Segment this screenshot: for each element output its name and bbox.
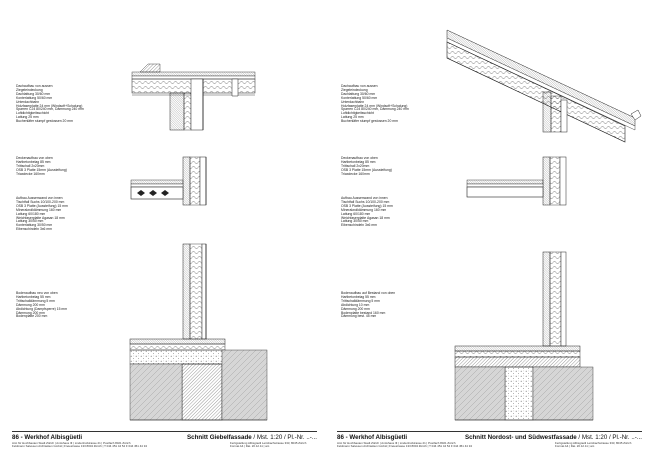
drawing-scale: / Mst. 1:20 / Pl.-Nr. ..-... <box>251 434 317 441</box>
project-title: 86 - Werkhof Albisgüetli <box>12 434 83 441</box>
spec-line: Abdichtung (Dampfsperre) 15 mm <box>16 306 68 311</box>
roof-spec-text <box>341 85 409 124</box>
drawing-title <box>187 434 317 441</box>
pitched-roof-detail <box>447 30 641 142</box>
footer-line: Format A4 | Dat. 20.12.11 | arc. <box>555 444 596 449</box>
wall-floor-detail-right <box>455 252 593 420</box>
spec-line: Lattung 25 mm <box>16 115 39 120</box>
spec-line: Triaxdecke 160mm <box>16 171 45 176</box>
spec-line: Dachlattung 30/60 mm <box>341 91 376 96</box>
spec-line: Dachlattung 30/60 mm <box>16 91 51 96</box>
spec-line: Ziegeleindeckung <box>341 87 368 92</box>
spec-line: OSB 3 Platte 15mm (Aussteifung) <box>16 167 67 172</box>
spec-line: Sparren C24 80/240 mm, Dämmung 240 mm <box>16 107 84 112</box>
footer-left <box>12 442 147 449</box>
spec-line: Abdichtung 10 mm <box>341 302 370 307</box>
footer-line: Amt für Hochbauten Stadt Zürich | Amtshaus III | Lindenhofstrasse 21 | Postfach 8021 Zürich <box>337 441 456 445</box>
footer-line: Feldmann Salvesen Architekten GmbH | Freiestrasse 133 8004 Zürich | T 044 451 44 54 F 044 451 44 34 <box>337 444 472 449</box>
project-title: 86 - Werkhof Albisgüetli <box>337 434 408 441</box>
spec-line: Bodenaufbau neu von oben <box>16 291 58 295</box>
spec-line: Luftdichtigkeitsschicht <box>341 111 374 116</box>
spec-line: Konterlattung 30/50 mm <box>16 223 53 228</box>
spec-line: Konterlattung 50/60 mm <box>341 95 378 100</box>
spec-line: Hartbetonbelag 85 mm <box>16 159 51 164</box>
footer-line: Amt für Hochbauten Stadt Zürich | Amtshaus III | Lindenhofstrasse 21 | Postfach 8021 Zürich <box>12 441 131 445</box>
footer-left <box>337 442 472 449</box>
spec-line: Trittschalldämmung 5 mm <box>341 298 380 303</box>
spec-line: Holzfaserplatte 24 mm (Windsoft+Schalung) <box>16 103 83 108</box>
wall-spec-text <box>16 197 68 232</box>
spec-line: Bodenplatte 200 mm <box>16 314 48 319</box>
spec-line: Lattung 25 mm <box>341 115 364 120</box>
footer-line: Format A4 | Dat. 20.12.11 | arc. <box>230 444 271 449</box>
title-block <box>12 431 317 441</box>
floor-spec-text <box>16 292 67 319</box>
spec-line: Deckenaufbau von oben <box>341 156 378 160</box>
wall-spec-text <box>341 197 393 228</box>
drawing-title <box>465 434 642 441</box>
spec-line: Lattung 30/50 mm <box>341 219 369 224</box>
spec-line: Mineralwolldämmung 160 mm <box>16 207 62 212</box>
spec-line: Trittschalldämmung 5 mm <box>16 298 55 303</box>
spec-line: Weichfaserplatte Agasan 18 mm <box>16 215 65 220</box>
spec-line: Trittschall 2x20mm <box>16 163 45 168</box>
spec-line: Hartbetonbelag 55 mm <box>341 294 376 299</box>
footer-right <box>555 442 631 449</box>
spec-line: Dämmung 200 mm <box>341 306 370 311</box>
sheet-eave-section <box>325 0 650 461</box>
wall-floor-detail <box>130 244 267 420</box>
ceiling-spec-text <box>16 157 67 177</box>
spec-line: Aufbau Aussenwand von innen <box>341 196 388 200</box>
spec-line: Dämmung 200 mm <box>16 310 45 315</box>
footer-line: Fertigstellung Albisgüetli Leimbachstrasse 333, 8045 Zürich <box>230 441 307 445</box>
footer-line: Fertigstellung Albisgüetli Leimbachstrasse 333, 8045 Zürich <box>555 441 632 445</box>
spec-line: Tischtfall Suchs 10/100-200 mm <box>16 199 65 204</box>
spec-line: Trittschall 2x20mm <box>341 163 370 168</box>
ceiling-detail <box>131 157 206 205</box>
spec-line: Aufbau Aussenwand von innen <box>16 196 63 200</box>
spec-line: Dämmung best. 45 mm <box>341 314 377 319</box>
spec-line: Hartbetonbelag 85 mm <box>341 159 376 164</box>
spec-line: Holzfaserplatte 24 mm (Windsoft+Schalung) <box>341 103 408 108</box>
floor-spec-text <box>341 292 395 319</box>
title-block <box>337 431 642 441</box>
drawing-name: Schnitt Giebelfassade <box>187 434 252 441</box>
spec-line: Lattung 30/50 mm <box>16 219 44 224</box>
spec-line: Dämmung 200 mm <box>16 302 45 307</box>
spec-line: Bodenplatte bestand 160 mm <box>341 310 386 315</box>
drawing-scale: / Mst. 1:20 / Pl.-Nr. ..-... <box>576 434 642 441</box>
spec-line: Lattung 60/180 mm <box>16 211 46 216</box>
spec-line: Ziegeleindeckung <box>16 87 43 92</box>
spec-line: OSB 3 Platte (Aussteifung) 15 mm <box>16 203 68 208</box>
spec-line: Triaxdecke 160mm <box>341 171 370 176</box>
spec-line: Konterlattung 50/60 mm <box>16 95 53 100</box>
spec-line: Buchenläfer stumpf gestossen 20 mm <box>16 119 73 124</box>
spec-line: Deckenaufbau von oben <box>16 156 53 160</box>
spec-line: Eibenschindeln 3x6 mm <box>341 223 377 228</box>
spec-line: Lattung 60/180 mm <box>341 211 371 216</box>
footer-right <box>230 442 306 449</box>
section-drawing-eave <box>325 0 650 461</box>
spec-line: Sparren C24 80/240 mm, Dämmung 240 mm <box>341 107 409 112</box>
spec-line: OSB 3 Platte (Aussteifung) 15 mm <box>341 203 393 208</box>
spec-line: Dachaufbau von aussen <box>16 84 53 88</box>
spec-line: Unterdachbahn <box>341 99 365 104</box>
spec-line: Dachaufbau von aussen <box>341 84 378 88</box>
spec-line: Luftdichtigkeitsschicht <box>16 111 49 116</box>
spec-line: Mineralwolldämmung 160 mm <box>341 207 387 212</box>
drawing-name: Schnitt Nordost- und Südwestfassade <box>464 434 577 441</box>
spec-line: Bodenaufbau auf Bestand von oben <box>341 291 396 295</box>
spec-line: Hartbetonbelag 55 mm <box>16 294 51 299</box>
spec-line: Buchenläfer stumpf gestossen 20 mm <box>341 119 398 124</box>
spec-line: Tischtfall Suchs 10/100-200 mm <box>341 199 390 204</box>
spec-line: Eibenschindeln 3x6 mm <box>16 227 52 232</box>
roof-eave-detail <box>132 64 255 130</box>
spec-line: OSB 3 Platte 15mm (Aussteifung) <box>341 167 392 172</box>
spec-line: Unterdachbahn <box>16 99 40 104</box>
roof-spec-text <box>16 85 84 124</box>
ceiling-detail-right <box>467 157 566 205</box>
footer-line: Feldmann Salvesen Architekten GmbH | Freiestrasse 133 8004 Zürich | T 044 451 44 54 F 044 451 44 34 <box>12 444 147 449</box>
ceiling-spec-text <box>341 157 392 177</box>
spec-line: Weichfaserplatte Agasan 18 mm <box>341 215 390 220</box>
